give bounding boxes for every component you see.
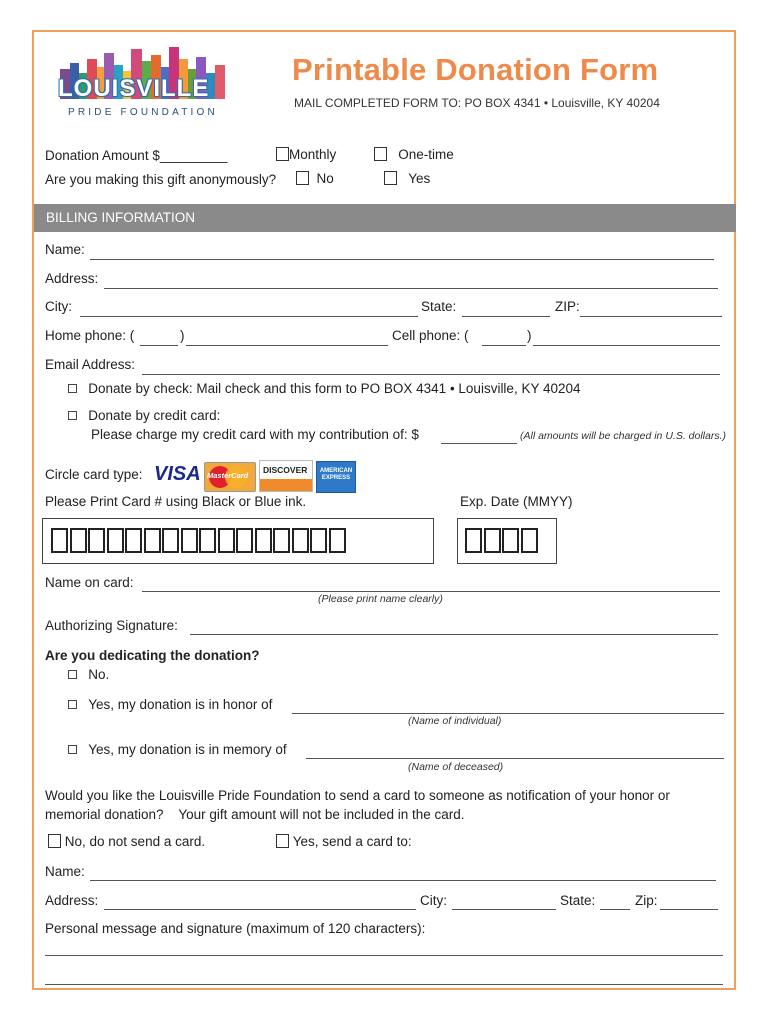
home-phone-label: Home phone: ( — [45, 328, 135, 343]
dedication-no-checkbox[interactable] — [68, 670, 77, 679]
mastercard-text: MasterCard — [207, 471, 249, 480]
donation-amount-label[interactable]: Donation Amount $_________ — [45, 148, 228, 163]
dedication-memory-option[interactable] — [68, 742, 287, 757]
billing-name-field[interactable] — [90, 259, 714, 260]
signature-label: Authorizing Signature: — [45, 618, 178, 633]
billing-header-text: BILLING INFORMATION — [46, 210, 196, 225]
donate-check-label: Donate by check: Mail check and this form to PO BOX 4341 • Louisville, KY 40204 — [88, 381, 581, 396]
billing-state-field[interactable] — [462, 316, 550, 317]
card-number-digit-box[interactable] — [181, 528, 198, 553]
name-on-card-field[interactable] — [142, 591, 720, 592]
card-number-digit-box[interactable] — [292, 528, 309, 553]
card-number-digit-box[interactable] — [273, 528, 290, 553]
email-label: Email Address: — [45, 357, 136, 372]
yes-card-checkbox[interactable] — [276, 834, 289, 848]
card-number-digit-box[interactable] — [199, 528, 216, 553]
donate-credit-checkbox[interactable] — [68, 411, 77, 420]
billing-zip-field[interactable] — [580, 316, 722, 317]
logo-wordmark: LOUISVILLE — [58, 75, 210, 102]
name-on-card-label: Name on card: — [45, 575, 134, 590]
card-number-digit-box[interactable] — [255, 528, 272, 553]
recipient-zip-field[interactable] — [660, 909, 718, 910]
anonymous-question: Are you making this gift anonymously? — [45, 172, 277, 187]
card-number-digit-box[interactable] — [218, 528, 235, 553]
cell-phone-paren: ) — [527, 328, 532, 343]
billing-city-label: City: — [45, 299, 72, 314]
billing-address-label: Address: — [45, 271, 99, 286]
card-number-digit-box[interactable] — [310, 528, 327, 553]
card-number-field[interactable] — [51, 528, 347, 556]
card-number-digit-box[interactable] — [125, 528, 142, 553]
onetime-option[interactable] — [374, 147, 454, 162]
anon-yes-option[interactable] — [384, 171, 430, 186]
memory-name-field[interactable] — [306, 758, 724, 759]
anon-yes-checkbox[interactable] — [384, 171, 397, 185]
cell-phone-field[interactable] — [533, 345, 720, 346]
donate-check-option[interactable] — [68, 381, 581, 396]
cell-phone-area-field[interactable] — [482, 345, 526, 346]
dedication-honor-checkbox[interactable] — [68, 700, 77, 709]
monthly-option[interactable] — [276, 147, 336, 162]
billing-state-label: State: — [421, 299, 457, 314]
exp-date-digit-box[interactable] — [484, 528, 501, 553]
cell-phone-label: Cell phone: ( — [392, 328, 469, 343]
donate-check-checkbox[interactable] — [68, 384, 77, 393]
donate-credit-option[interactable] — [68, 408, 220, 423]
anon-no-checkbox[interactable] — [296, 171, 309, 185]
charge-amount-field[interactable] — [441, 443, 517, 444]
dedication-honor-option[interactable] — [68, 697, 272, 712]
exp-date-label: Exp. Date (MMYY) — [460, 494, 573, 509]
donate-credit-label: Donate by credit card: — [88, 408, 221, 423]
anon-no-option[interactable] — [296, 171, 334, 186]
honor-note: (Name of individual) — [408, 715, 502, 727]
billing-section-header — [34, 204, 736, 232]
billing-zip-label: ZIP: — [555, 299, 580, 314]
no-card-checkbox[interactable] — [48, 834, 61, 848]
dedication-honor-label: Yes, my donation is in honor of — [88, 697, 273, 712]
card-number-digit-box[interactable] — [88, 528, 105, 553]
charge-line-label: Please charge my credit card with my contribution of: $ — [91, 427, 419, 442]
mail-instructions: MAIL COMPLETED FORM TO: PO BOX 4341 • Louisville, KY 40204 — [294, 96, 660, 110]
recipient-address-label: Address: — [45, 893, 99, 908]
billing-name-label: Name: — [45, 242, 85, 257]
home-phone-area-field[interactable] — [140, 345, 178, 346]
anon-no-label: No — [316, 171, 334, 186]
exp-date-field[interactable] — [465, 528, 539, 556]
logo-subtitle: PRIDE FOUNDATION — [68, 107, 218, 118]
mastercard-logo[interactable] — [204, 462, 256, 492]
yes-card-option[interactable] — [276, 834, 412, 849]
card-number-digit-box[interactable] — [51, 528, 68, 553]
card-question-line-1: Would you like the Louisville Pride Foundation to send a card to someone as notification of your honor or — [45, 788, 670, 803]
monthly-checkbox[interactable] — [276, 147, 289, 161]
recipient-city-field[interactable] — [452, 909, 556, 910]
card-number-digit-box[interactable] — [144, 528, 161, 553]
yes-card-label: Yes, send a card to: — [292, 834, 412, 849]
memory-note: (Name of deceased) — [408, 761, 504, 773]
onetime-checkbox[interactable] — [374, 147, 387, 161]
dedication-memory-checkbox[interactable] — [68, 745, 77, 754]
recipient-state-field[interactable] — [600, 909, 630, 910]
recipient-zip-label: Zip: — [635, 893, 658, 908]
dedication-memory-label: Yes, my donation is in memory of — [88, 742, 287, 757]
visa-logo[interactable]: VISA — [154, 463, 201, 485]
exp-date-digit-box[interactable] — [465, 528, 482, 553]
personal-message-label: Personal message and signature (maximum of 120 characters): — [45, 921, 426, 936]
card-type-label: Circle card type: — [45, 467, 143, 482]
no-card-option[interactable] — [48, 834, 205, 849]
home-phone-field[interactable] — [186, 345, 388, 346]
personal-message-line-1[interactable] — [45, 955, 723, 956]
exp-date-digit-box[interactable] — [502, 528, 519, 553]
onetime-label: One-time — [398, 147, 454, 162]
recipient-name-label: Name: — [45, 864, 85, 879]
recipient-name-field[interactable] — [90, 880, 716, 881]
billing-address-field[interactable] — [104, 288, 718, 289]
card-number-digit-box[interactable] — [70, 528, 87, 553]
personal-message-line-2[interactable] — [45, 984, 723, 985]
louisville-pride-logo — [58, 45, 233, 120]
card-number-digit-box[interactable] — [107, 528, 124, 553]
page-title: Printable Donation Form — [292, 52, 659, 87]
no-card-label: No, do not send a card. — [64, 834, 206, 849]
exp-date-digit-box[interactable] — [521, 528, 538, 553]
card-question-line-2: memorial donation? Your gift amount will not be included in the card. — [45, 807, 465, 822]
amex-logo[interactable] — [316, 461, 356, 493]
print-card-instruction: Please Print Card # using Black or Blue ink. — [45, 494, 307, 509]
home-phone-paren: ) — [180, 328, 185, 343]
honor-name-field[interactable] — [292, 713, 724, 714]
card-number-digit-box[interactable] — [162, 528, 179, 553]
card-number-digit-box[interactable] — [236, 528, 253, 553]
anon-yes-label: Yes — [408, 171, 431, 186]
charge-note: (All amounts will be charged in U.S. dollars.) — [520, 430, 727, 442]
discover-text: DISCOVER — [263, 465, 308, 475]
amex-text: AMERICAN EXPRESS — [319, 468, 353, 481]
recipient-address-field[interactable] — [104, 909, 416, 910]
discover-logo[interactable] — [259, 460, 313, 492]
dedication-question: Are you dedicating the donation? — [45, 648, 260, 663]
name-on-card-note: (Please print name clearly) — [318, 593, 443, 605]
monthly-label: Monthly — [289, 147, 337, 162]
billing-city-field[interactable] — [80, 316, 418, 317]
email-field[interactable] — [142, 374, 720, 375]
recipient-city-label: City: — [420, 893, 447, 908]
dedication-no-option[interactable] — [68, 667, 109, 682]
dedication-no-label: No. — [88, 667, 110, 682]
signature-field[interactable] — [190, 634, 718, 635]
card-number-digit-box[interactable] — [329, 528, 346, 553]
recipient-state-label: State: — [560, 893, 596, 908]
